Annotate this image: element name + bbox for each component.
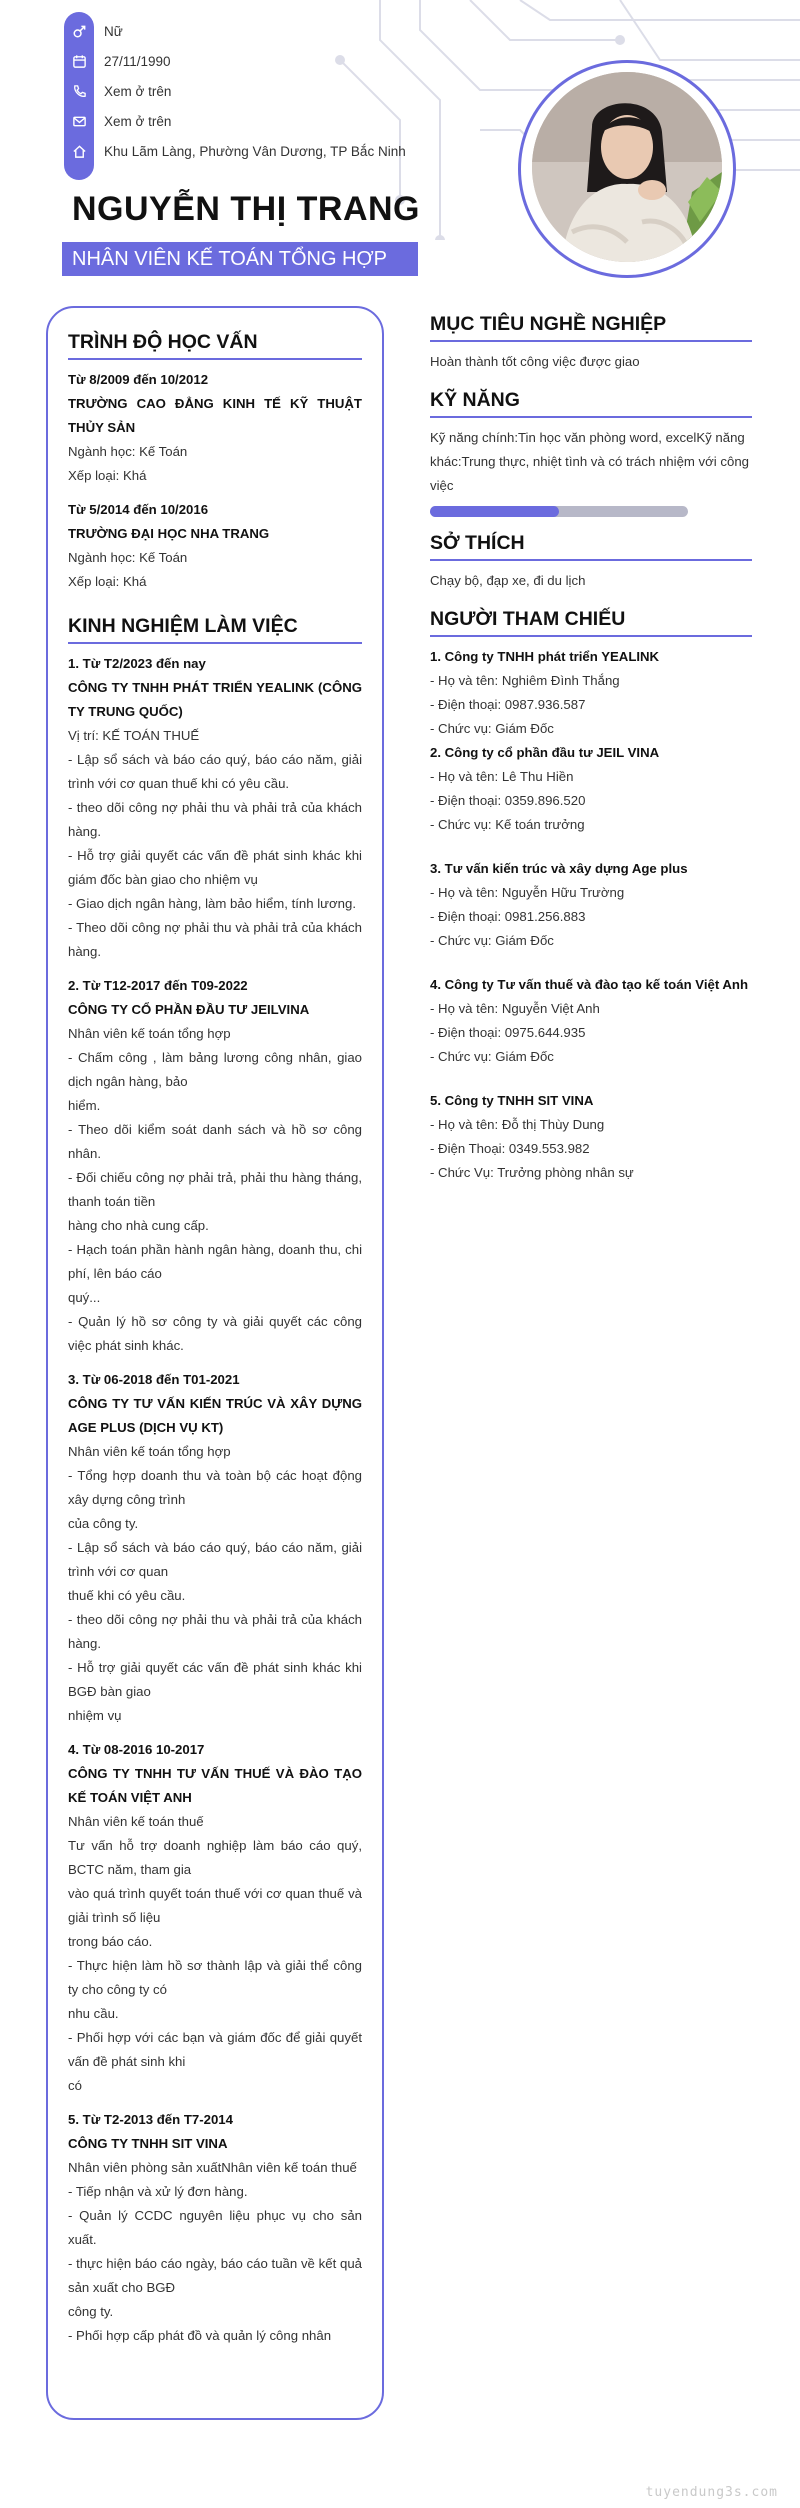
reference-detail-line: - Điện thoại: 0981.256.883 [430, 909, 586, 924]
experience-detail-line: - Hỗ trợ giải quyết các vấn đề phát sinh khác khi BGĐ bàn giao [68, 1660, 362, 1699]
home-icon [64, 136, 94, 166]
education-item [68, 368, 362, 488]
gender-icon [64, 16, 94, 46]
calendar-icon [64, 46, 94, 76]
job-title: NHÂN VIÊN KẾ TOÁN TỔNG HỢP [62, 242, 418, 276]
experience-detail-line: thuế khi có yêu cầu. [68, 1588, 186, 1603]
experience-detail-line: - theo dõi công nợ phải thu và phải trả của khách hàng. [68, 1612, 362, 1651]
objective-text: Hoàn thành tốt công việc được giao [430, 354, 640, 369]
watermark: tuyendung3s.com [645, 2485, 778, 2500]
candidate-name: NGUYỄN THỊ TRANG [72, 190, 420, 228]
reference-item [430, 973, 752, 1069]
reference-item [430, 645, 752, 741]
experience-item [68, 2108, 362, 2348]
phone-text: Xem ở trên [104, 83, 172, 99]
references-list [430, 645, 752, 1185]
hobbies-text: Chạy bộ, đạp xe, đi du lịch [430, 573, 586, 588]
reference-company: 2. Công ty cổ phần đầu tư JEIL VINA [430, 745, 660, 760]
experience-detail-line: công ty. [68, 2304, 114, 2319]
experience-period: 3. Từ 06-2018 đến T01-2021 [68, 1372, 240, 1387]
experience-detail-line: hiểm. [68, 1098, 101, 1113]
skill-level-fill [430, 506, 559, 517]
birthday-text: 27/11/1990 [104, 53, 171, 69]
education-period: Từ 8/2009 đến 10/2012 [68, 372, 209, 387]
experience-detail-line: hàng cho nhà cung cấp. [68, 1218, 209, 1233]
reference-detail-line: - Điện thoại: 0359.896.520 [430, 793, 586, 808]
experience-list [68, 652, 362, 2348]
right-column [430, 298, 752, 1185]
experience-detail-line: - Lập sổ sách và báo cáo quý, báo cáo năm, giải trình với cơ quan thuế khi có yêu cầu. [68, 752, 362, 791]
experience-detail-line: - Hỗ trợ giải quyết các vấn đề phát sinh khác khi giám đốc bàn giao cho nhiệm vụ [68, 848, 362, 887]
mail-icon [64, 106, 94, 136]
education-school: TRƯỜNG ĐẠI HỌC NHA TRANG [68, 526, 270, 541]
skills-heading: KỸ NĂNG [430, 388, 752, 418]
contact-birthday [64, 46, 171, 76]
experience-detail-line: nhiệm vụ [68, 1708, 122, 1723]
experience-detail-line: có [68, 2078, 82, 2093]
reference-company: 5. Công ty TNHH SIT VINA [430, 1093, 594, 1108]
reference-detail-line: - Họ và tên: Nguyễn Hữu Trường [430, 885, 625, 900]
avatar [532, 72, 722, 262]
reference-detail-line: - Chức vụ: Giám Đốc [430, 721, 554, 736]
experience-detail-line: - Theo dõi kiểm soát danh sách và hồ sơ công nhân. [68, 1122, 362, 1161]
experience-detail-line: - Quản lý CCDC nguyên liệu phục vụ cho sản xuất. [68, 2208, 362, 2247]
experience-company: CÔNG TY CỔ PHẦN ĐẦU TƯ JEILVINA [68, 1002, 310, 1017]
experience-heading: KINH NGHIỆM LÀM VIỆC [68, 614, 362, 644]
experience-detail-line: - Chấm công , làm bảng lương công nhân, giao dịch ngân hàng, bảo [68, 1050, 362, 1089]
reference-detail-line: - Họ và tên: Đỗ thị Thùy Dung [430, 1117, 605, 1132]
education-heading: TRÌNH ĐỘ HỌC VẤN [68, 330, 362, 360]
address-text: Khu Lãm Làng, Phường Vân Dương, TP Bắc Ninh [104, 143, 406, 159]
references-heading: NGƯỜI THAM CHIẾU [430, 607, 752, 637]
experience-detail-line: của công ty. [68, 1516, 139, 1531]
experience-detail-line: - Thực hiện làm hồ sơ thành lập và giải thể công ty cho công ty có [68, 1958, 362, 1997]
experience-company: CÔNG TY TNHH TƯ VẤN THUẾ VÀ ĐÀO TẠO KẾ TOÁN VIỆT ANH [68, 1766, 362, 1805]
experience-item [68, 652, 362, 964]
experience-detail-line: Nhân viên kế toán tổng hợp [68, 1026, 231, 1041]
experience-period: 5. Từ T2-2013 đến T7-2014 [68, 2112, 233, 2127]
experience-item [68, 1738, 362, 2098]
experience-detail-line: - Phối hợp cấp phát đồ và quản lý công nhân [68, 2328, 332, 2343]
experience-period: 2. Từ T12-2017 đến T09-2022 [68, 978, 248, 993]
experience-period: 4. Từ 08-2016 10-2017 [68, 1742, 205, 1757]
reference-detail-line: - Điện Thoại: 0349.553.982 [430, 1141, 590, 1156]
education-major: Ngành học: Kế Toán [68, 550, 188, 565]
hobbies-heading: SỞ THÍCH [430, 531, 752, 561]
experience-detail-line: - Tiếp nhận và xử lý đơn hàng. [68, 2184, 248, 2199]
reference-item [430, 1089, 752, 1185]
education-school: TRƯỜNG CAO ĐẲNG KINH TẾ KỸ THUẬT THỦY SẢN [68, 396, 362, 435]
reference-detail-line: - Điện thoại: 0987.936.587 [430, 697, 586, 712]
experience-detail-line: - Theo dõi công nợ phải thu và phải trả của khách hàng. [68, 920, 362, 959]
experience-item [68, 974, 362, 1358]
education-period: Từ 5/2014 đến 10/2016 [68, 502, 209, 517]
reference-detail-line: - Họ và tên: Lê Thu Hiền [430, 769, 574, 784]
education-list [68, 368, 362, 594]
experience-company: CÔNG TY TƯ VẤN KIẾN TRÚC VÀ XÂY DỰNG AGE PLUS (DỊCH VỤ KT) [68, 1396, 362, 1435]
experience-detail-line: - Quản lý hồ sơ công ty và giải quyết các công việc phát sinh khác. [68, 1314, 362, 1353]
contact-gender [64, 16, 123, 46]
reference-detail-line: - Chức Vụ: Trưởng phòng nhân sự [430, 1165, 634, 1180]
experience-detail-line: - thực hiện báo cáo ngày, báo cáo tuần về kết quả sản xuất cho BGĐ [68, 2256, 362, 2295]
experience-detail-line: - theo dõi công nợ phải thu và phải trả của khách hàng. [68, 800, 362, 839]
objective-heading: MỤC TIÊU NGHỀ NGHIỆP [430, 312, 752, 342]
experience-company: CÔNG TY TNHH PHÁT TRIỂN YEALINK (CÔNG TY TRUNG QUỐC) [68, 680, 362, 719]
phone-icon [64, 76, 94, 106]
skill-level-bar [430, 506, 688, 517]
reference-company: 3. Tư vấn kiến trúc và xây dựng Age plus [430, 861, 688, 876]
experience-detail-line: - Giao dịch ngân hàng, làm bảo hiểm, tính lương. [68, 896, 356, 911]
education-rank: Xếp loại: Khá [68, 468, 147, 483]
contact-email [64, 106, 171, 136]
experience-detail-line: quý... [68, 1290, 101, 1305]
contact-address [64, 136, 406, 166]
experience-detail-line: Tư vấn hỗ trợ doanh nghiệp làm báo cáo quý, BCTC năm, tham gia [68, 1838, 362, 1877]
experience-detail-line: - Phối hợp với các bạn và giám đốc để giải quyết vấn đề phát sinh khi [68, 2030, 362, 2069]
experience-detail-line: Nhân viên kế toán tổng hợp [68, 1444, 231, 1459]
experience-detail-line: trong báo cáo. [68, 1934, 153, 1949]
experience-detail-line: vào quá trình quyết toán thuế với cơ quan thuế và giải trình số liệu [68, 1886, 362, 1925]
reference-detail-line: - Điện thoại: 0975.644.935 [430, 1025, 586, 1040]
reference-detail-line: - Chức vụ: Giám Đốc [430, 1049, 554, 1064]
experience-detail-line: Nhân viên kế toán thuế [68, 1814, 204, 1829]
reference-item [430, 857, 752, 953]
left-column [68, 320, 362, 2348]
experience-detail-line: - Đối chiếu công nợ phải trả, phải thu hàng tháng, thanh toán tiền [68, 1170, 362, 1209]
experience-detail-line: - Hạch toán phần hành ngân hàng, doanh thu, chi phí, lên báo cáo [68, 1242, 362, 1281]
reference-detail-line: - Chức vụ: Giám Đốc [430, 933, 554, 948]
reference-detail-line: - Chức vụ: Kế toán trưởng [430, 817, 585, 832]
experience-period: 1. Từ T2/2023 đến nay [68, 656, 206, 671]
contact-phone [64, 76, 171, 106]
reference-item [430, 741, 752, 837]
reference-company: 1. Công ty TNHH phát triển YEALINK [430, 649, 660, 664]
education-item [68, 498, 362, 594]
education-rank: Xếp loại: Khá [68, 574, 147, 589]
skills-text: Kỹ năng chính:Tin học văn phòng word, excelKỹ năng khác:Trung thực, nhiệt tình và có trách nhiệm với công việc [430, 430, 749, 493]
experience-detail-line: Vị trí: KẾ TOÁN THUẾ [68, 728, 200, 743]
experience-company: CÔNG TY TNHH SIT VINA [68, 2136, 228, 2151]
experience-detail-line: Nhân viên phòng sản xuấtNhân viên kế toán thuế [68, 2160, 357, 2175]
experience-detail-line: - Tổng hợp doanh thu và toàn bộ các hoạt động xây dựng công trình [68, 1468, 362, 1507]
email-text: Xem ở trên [104, 113, 172, 129]
reference-detail-line: - Họ và tên: Nghiêm Đình Thắng [430, 673, 620, 688]
experience-detail-line: - Lập sổ sách và báo cáo quý, báo cáo năm, giải trình với cơ quan [68, 1540, 362, 1579]
reference-company: 4. Công ty Tư vấn thuế và đào tạo kế toán Việt Anh [430, 977, 749, 992]
experience-detail-line: nhu cầu. [68, 2006, 119, 2021]
reference-detail-line: - Họ và tên: Nguyễn Việt Anh [430, 1001, 600, 1016]
education-major: Ngành học: Kế Toán [68, 444, 188, 459]
experience-item [68, 1368, 362, 1728]
gender-text: Nữ [104, 23, 123, 39]
